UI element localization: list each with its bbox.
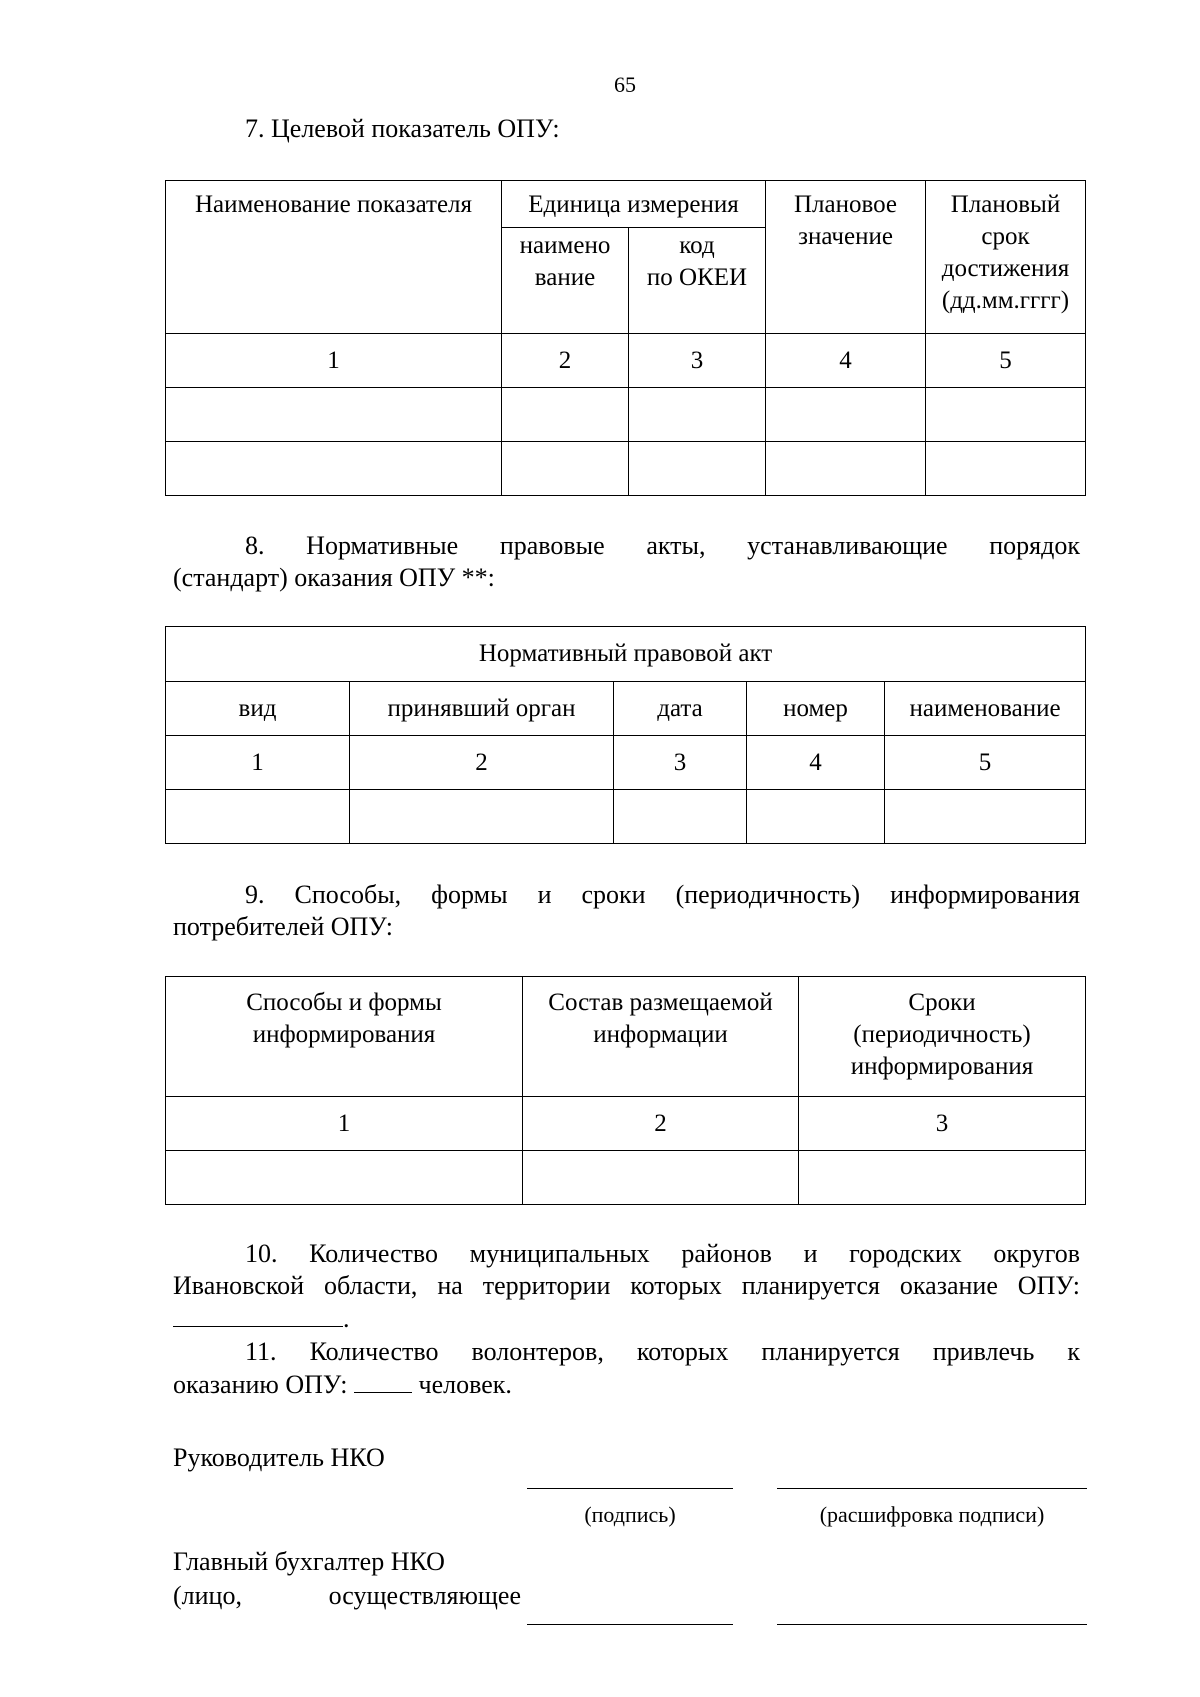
table-cell: 2 [502,334,629,388]
table-cell: 1 [166,334,502,388]
table-cell [629,388,766,442]
header-unit: Единица измерения [502,181,766,228]
table-cell: 2 [523,1097,799,1151]
header-unit-name: наимено вание [502,228,629,334]
accountant-label: Главный бухгалтер НКО [173,1547,445,1576]
section8-paragraph: 8. Нормативные правовые акты, устанавливающие порядок (стандарт) оказания ОПУ **: [173,531,1080,592]
table-cell [747,790,885,844]
districts-count-blank[interactable] [173,1302,343,1327]
table-cell: 2 [350,736,614,790]
header-unit-code: код по ОКЕИ [629,228,766,334]
section11-paragraph: 11. Количество волонтеров, которых планируется привлечь к оказанию ОПУ: человек. [173,1337,1080,1399]
volunteers-count-blank[interactable] [354,1368,412,1393]
table-cell [166,442,502,496]
table-row-numbers [166,736,1086,790]
table-row-numbers [166,334,1086,388]
table-cell [166,790,350,844]
header-info-terms: Сроки (периодичность) информирования [799,977,1086,1097]
legal-acts-table [165,626,1086,844]
accountant-decoding-line[interactable] [777,1624,1087,1625]
table-cell [166,1151,523,1205]
table-cell: 1 [166,736,350,790]
table-cell [502,442,629,496]
caption-signature: (подпись) [584,1502,676,1527]
table-row-numbers [166,1097,1086,1151]
header-issuing-body: принявший орган [350,682,614,736]
accountant-signature-line[interactable] [527,1624,733,1625]
table-cell: 4 [747,736,885,790]
table-cell: 1 [166,1097,523,1151]
section9-paragraph: 9. Способы, формы и сроки (периодичность) информирования потребителей ОПУ: [173,880,1080,941]
table-cell [350,790,614,844]
table-row [166,1151,1086,1205]
table-cell [926,388,1086,442]
header-kind: вид [166,682,350,736]
page-number: 65 [614,72,636,97]
header-plan-value: Плановое значение [766,181,926,334]
section7-heading: 7. Целевой показатель ОПУ: [245,114,560,143]
header-number: номер [747,682,885,736]
table-cell [166,388,502,442]
table-cell: 3 [614,736,747,790]
table-cell: 3 [799,1097,1086,1151]
table-cell [766,442,926,496]
legal-act-title: Нормативный правовой акт [166,627,1086,682]
table-cell [926,442,1086,496]
table-cell [502,388,629,442]
table-cell [799,1151,1086,1205]
head-decoding-line[interactable] [777,1488,1087,1489]
header-plan-term: Плановый срок достижения (дд.мм.гггг) [926,181,1086,334]
header-title: наименование [885,682,1086,736]
table-row [166,388,1086,442]
table-cell [523,1151,799,1205]
table-cell [885,790,1086,844]
informing-table [165,976,1086,1205]
table-cell: 5 [885,736,1086,790]
table-row [166,790,1086,844]
section10-paragraph: 10. Количество муниципальных районов и городских округов Ивановской области, на территории которых планируется оказание ОПУ: . [173,1239,1080,1333]
table-cell: 4 [766,334,926,388]
header-date: дата [614,682,747,736]
target-indicator-table [165,180,1086,496]
table-cell [629,442,766,496]
table-cell: 5 [926,334,1086,388]
caption-decoding: (расшифровка подписи) [819,1502,1045,1527]
table-row [166,442,1086,496]
head-label: Руководитель НКО [173,1443,385,1472]
table-cell [766,388,926,442]
table-cell: 3 [629,334,766,388]
accountant-sublabel: (лицо, осуществляющее [173,1581,521,1610]
header-methods-forms: Способы и формы информирования [166,977,523,1097]
table-cell [614,790,747,844]
header-info-composition: Состав размещаемой информации [523,977,799,1097]
head-signature-line[interactable] [527,1488,733,1489]
header-indicator-name: Наименование показателя [166,181,502,334]
